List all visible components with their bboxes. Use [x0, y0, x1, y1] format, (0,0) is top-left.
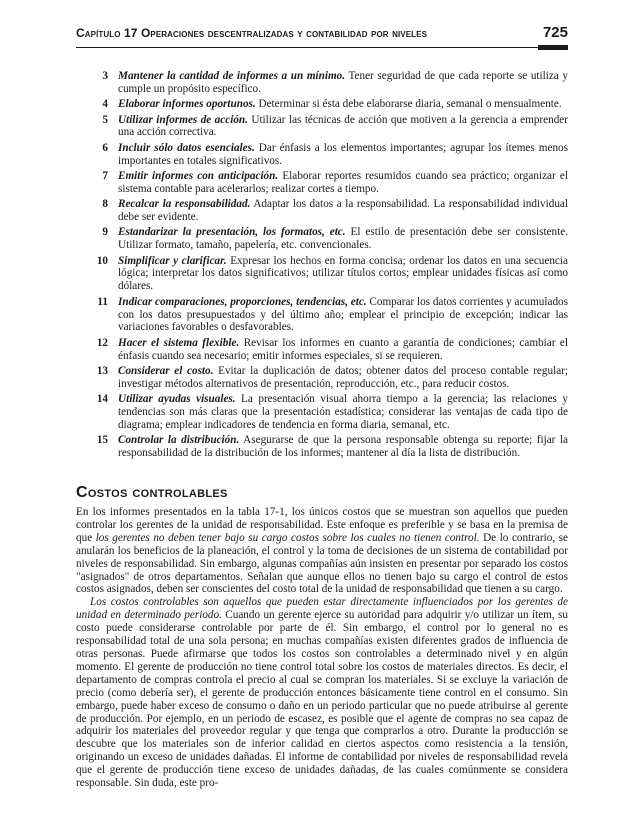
list-item-title: Utilizar informes de acción. [118, 113, 248, 126]
list-item-number: 9 [102, 226, 108, 239]
list-item-text: Asegurarse de que la persona responsable obtenga su reporte; fijar la responsabilidad de la distribución de los informes; mantener al día la lista de distribución. [118, 434, 568, 460]
running-header [76, 26, 568, 46]
list-item-number: 12 [96, 336, 108, 349]
list-item-title: Mantener la cantidad de informes a un mínimo. [118, 70, 346, 82]
header-rule [76, 47, 568, 48]
list-item-text: Revisar los informes en cuanto a garantía de condiciones; cambiar el énfasis cuando sea necesario; emitir informes especiales, si se requieren. [118, 336, 569, 362]
list-item [96, 337, 568, 363]
page-number: 725 [542, 24, 568, 41]
list-item-text: Elaborar reportes resumidos cuando sea práctico; organizar el sistema contable para acelerarlos; realizar cortes a tiempo. [118, 169, 568, 195]
chapter-header: Capítulo 17 Operaciones descentralizadas y contabilidad por niveles [76, 26, 428, 40]
list-item-number: 4 [102, 98, 108, 111]
list-item-text: Dar énfasis a los elementos importantes; agrupar los ítemes menos importantes en totales significativos. [118, 141, 568, 167]
list-item-title: Considerar el costo. [118, 364, 214, 377]
list-item-number: 6 [102, 141, 108, 154]
list-item-number: 14 [96, 393, 108, 406]
list-item [96, 170, 568, 196]
list-item-number: 7 [102, 169, 108, 182]
list-item-number: 11 [97, 295, 108, 308]
list-item-title: Utilizar ayudas visuales. [118, 393, 236, 406]
list-item-text: Comparar los datos corrientes y acumulados con los datos presupuestados y del último año; emplear el principio de excepción; indicar las variaciones favorables o desfavorables. [118, 295, 568, 334]
list-item-text: Utilizar las técnicas de acción que motiven a la gerencia a emprender una acción correctiva. [118, 113, 568, 139]
list-item [96, 393, 568, 432]
list-item-title: Estandarizar la presentación, los formatos, etc. [118, 226, 346, 239]
section-body [76, 506, 568, 790]
guideline-list [96, 70, 568, 462]
list-item-title: Simplificar y clarificar. [118, 254, 227, 267]
list-item [96, 198, 568, 224]
list-item [96, 226, 568, 252]
list-item-text: La presentación visual ahorra tiempo a la gerencia; las relaciones y tendencias son más claras que la presentación estadística; considerar las ventajas de cada tipo de diagrama; emplear indicadores de tendencia en forma diaria, semanal, etc. [118, 393, 568, 431]
list-item-number: 5 [102, 113, 108, 126]
list-item-text: Adaptar los datos a la responsabilidad. La responsabilidad individual debe ser evidente. [118, 198, 568, 224]
list-item-title: Incluir sólo datos esenciales. [118, 141, 255, 154]
list-item [96, 142, 568, 168]
list-item-title: Recalcar la responsabilidad. [118, 198, 251, 211]
list-item [96, 365, 568, 391]
list-item-title: Hacer el sistema flexible. [118, 336, 240, 349]
paragraph-text: En los informes presentados en la tabla 17-1, los únicos costos que se muestran son aquellos que pueden controlar los gerentes de la unidad de responsabilidad. Este enfoque es preferible y se basa en la premisa de que [76, 506, 568, 544]
list-item-text: El estilo de presentación debe ser consistente. Utilizar formato, tamaño, papelería, etc. convencionales. [118, 226, 568, 252]
list-item-text: Tener seguridad de que cada reporte se utiliza y cumple un propósito específico. [118, 70, 568, 95]
list-item [96, 255, 568, 294]
list-item-text: Determinar si ésta debe elaborarse diaria, semanal o mensualmente. [255, 98, 562, 111]
paragraph-text: De lo contrario, se anularán los beneficios de la planeación, el control y la toma de decisiones de un sistema de contabilidad por niveles de responsabilidad. Sin embargo, algunas compañías aún insisten en presentar por separado los costos "asignados" de otros departamentos. Señalan que aunque ellos no tienen bajo su cargo el control de estos costos asignados, deben ser conscientes del costo total de la unidad de responsabilidad que tienen a su cargo. [76, 531, 568, 596]
header-rule-marker [538, 45, 568, 50]
list-item [96, 114, 568, 140]
paragraph [76, 596, 568, 790]
section-heading: Costos controlables [76, 484, 228, 501]
paragraph-emphasis: Los costos controlables son aquellos que pueden estar directamente influenciados por los gerentes de unidad en determinado periodo. [76, 596, 568, 622]
list-item-text: Evitar la duplicación de datos; obtener datos del proceso contable regular; investigar métodos alternativos de presentación, reproducción, etc., para reducir costos. [118, 364, 568, 390]
list-item-number: 10 [96, 254, 108, 267]
list-item-title: Controlar la distribución. [118, 434, 240, 447]
list-item-number: 15 [96, 434, 108, 447]
list-item-title: Indicar comparaciones, proporciones, tendencias, etc. [118, 295, 367, 308]
list-item-title: Elaborar informes oportunos. [118, 98, 256, 111]
list-item-number: 3 [102, 70, 108, 82]
list-item-title: Emitir informes con anticipación. [118, 169, 279, 182]
list-item-number: 13 [96, 364, 108, 377]
list-item [96, 70, 568, 96]
list-item [96, 296, 568, 335]
paragraph-emphasis: los gerentes no deben tener bajo su cargo costos sobre los cuales no tienen control. [95, 531, 480, 544]
paragraph-text: Cuando un gerente ejerce su autoridad para adquirir y/o utilizar un ítem, su costo puede considerarse controlable por parte de él. Sin embargo, el control por lo general no es responsabilidad total de una sola persona; en muchas compañías existen diferentes grados de influencia de otras personas. Puede afirmarse que todos los costos son controlables a determinado nivel y en algún momento. El gerente de producción no tiene control total sobre los costos de materiales directos. Es decir, el departamento de compras controla el precio al cual se compran los materiales. Si se excluye la variación de precio (como debería ser), el gerente de producción entonces básicamente tiene control en el consumo. Sin embargo, puede haber exceso de consumo o daño en un periodo particular que no puede atribuirse al gerente de producción. Por ejemplo, en un periodo de escasez, es posible que el agente de compras no sea capaz de adquirir los materiales del proveedor regular y que tenga que comprarlos a otro. Durante la producción se descubre que los materiales son de inferior calidad en ciertos aspectos como resistencia a la tensión, originando un exceso de unidades dañadas. El informe de contabilidad por niveles de responsabilidad revela que el gerente de producción tiene exceso de unidades dañadas, de las cuales comúnmente se considera responsable. Sin duda, este pro- [76, 609, 568, 790]
paragraph [76, 506, 568, 596]
list-item-number: 8 [102, 198, 108, 211]
list-item [96, 98, 568, 111]
list-item [96, 434, 568, 460]
list-item-text: Expresar los hechos en forma concisa; ordenar los datos en una secuencia lógica; interpretar los datos significativos; utilizar títulos cortos; emplear unidades físicas así como dólares. [118, 254, 568, 293]
